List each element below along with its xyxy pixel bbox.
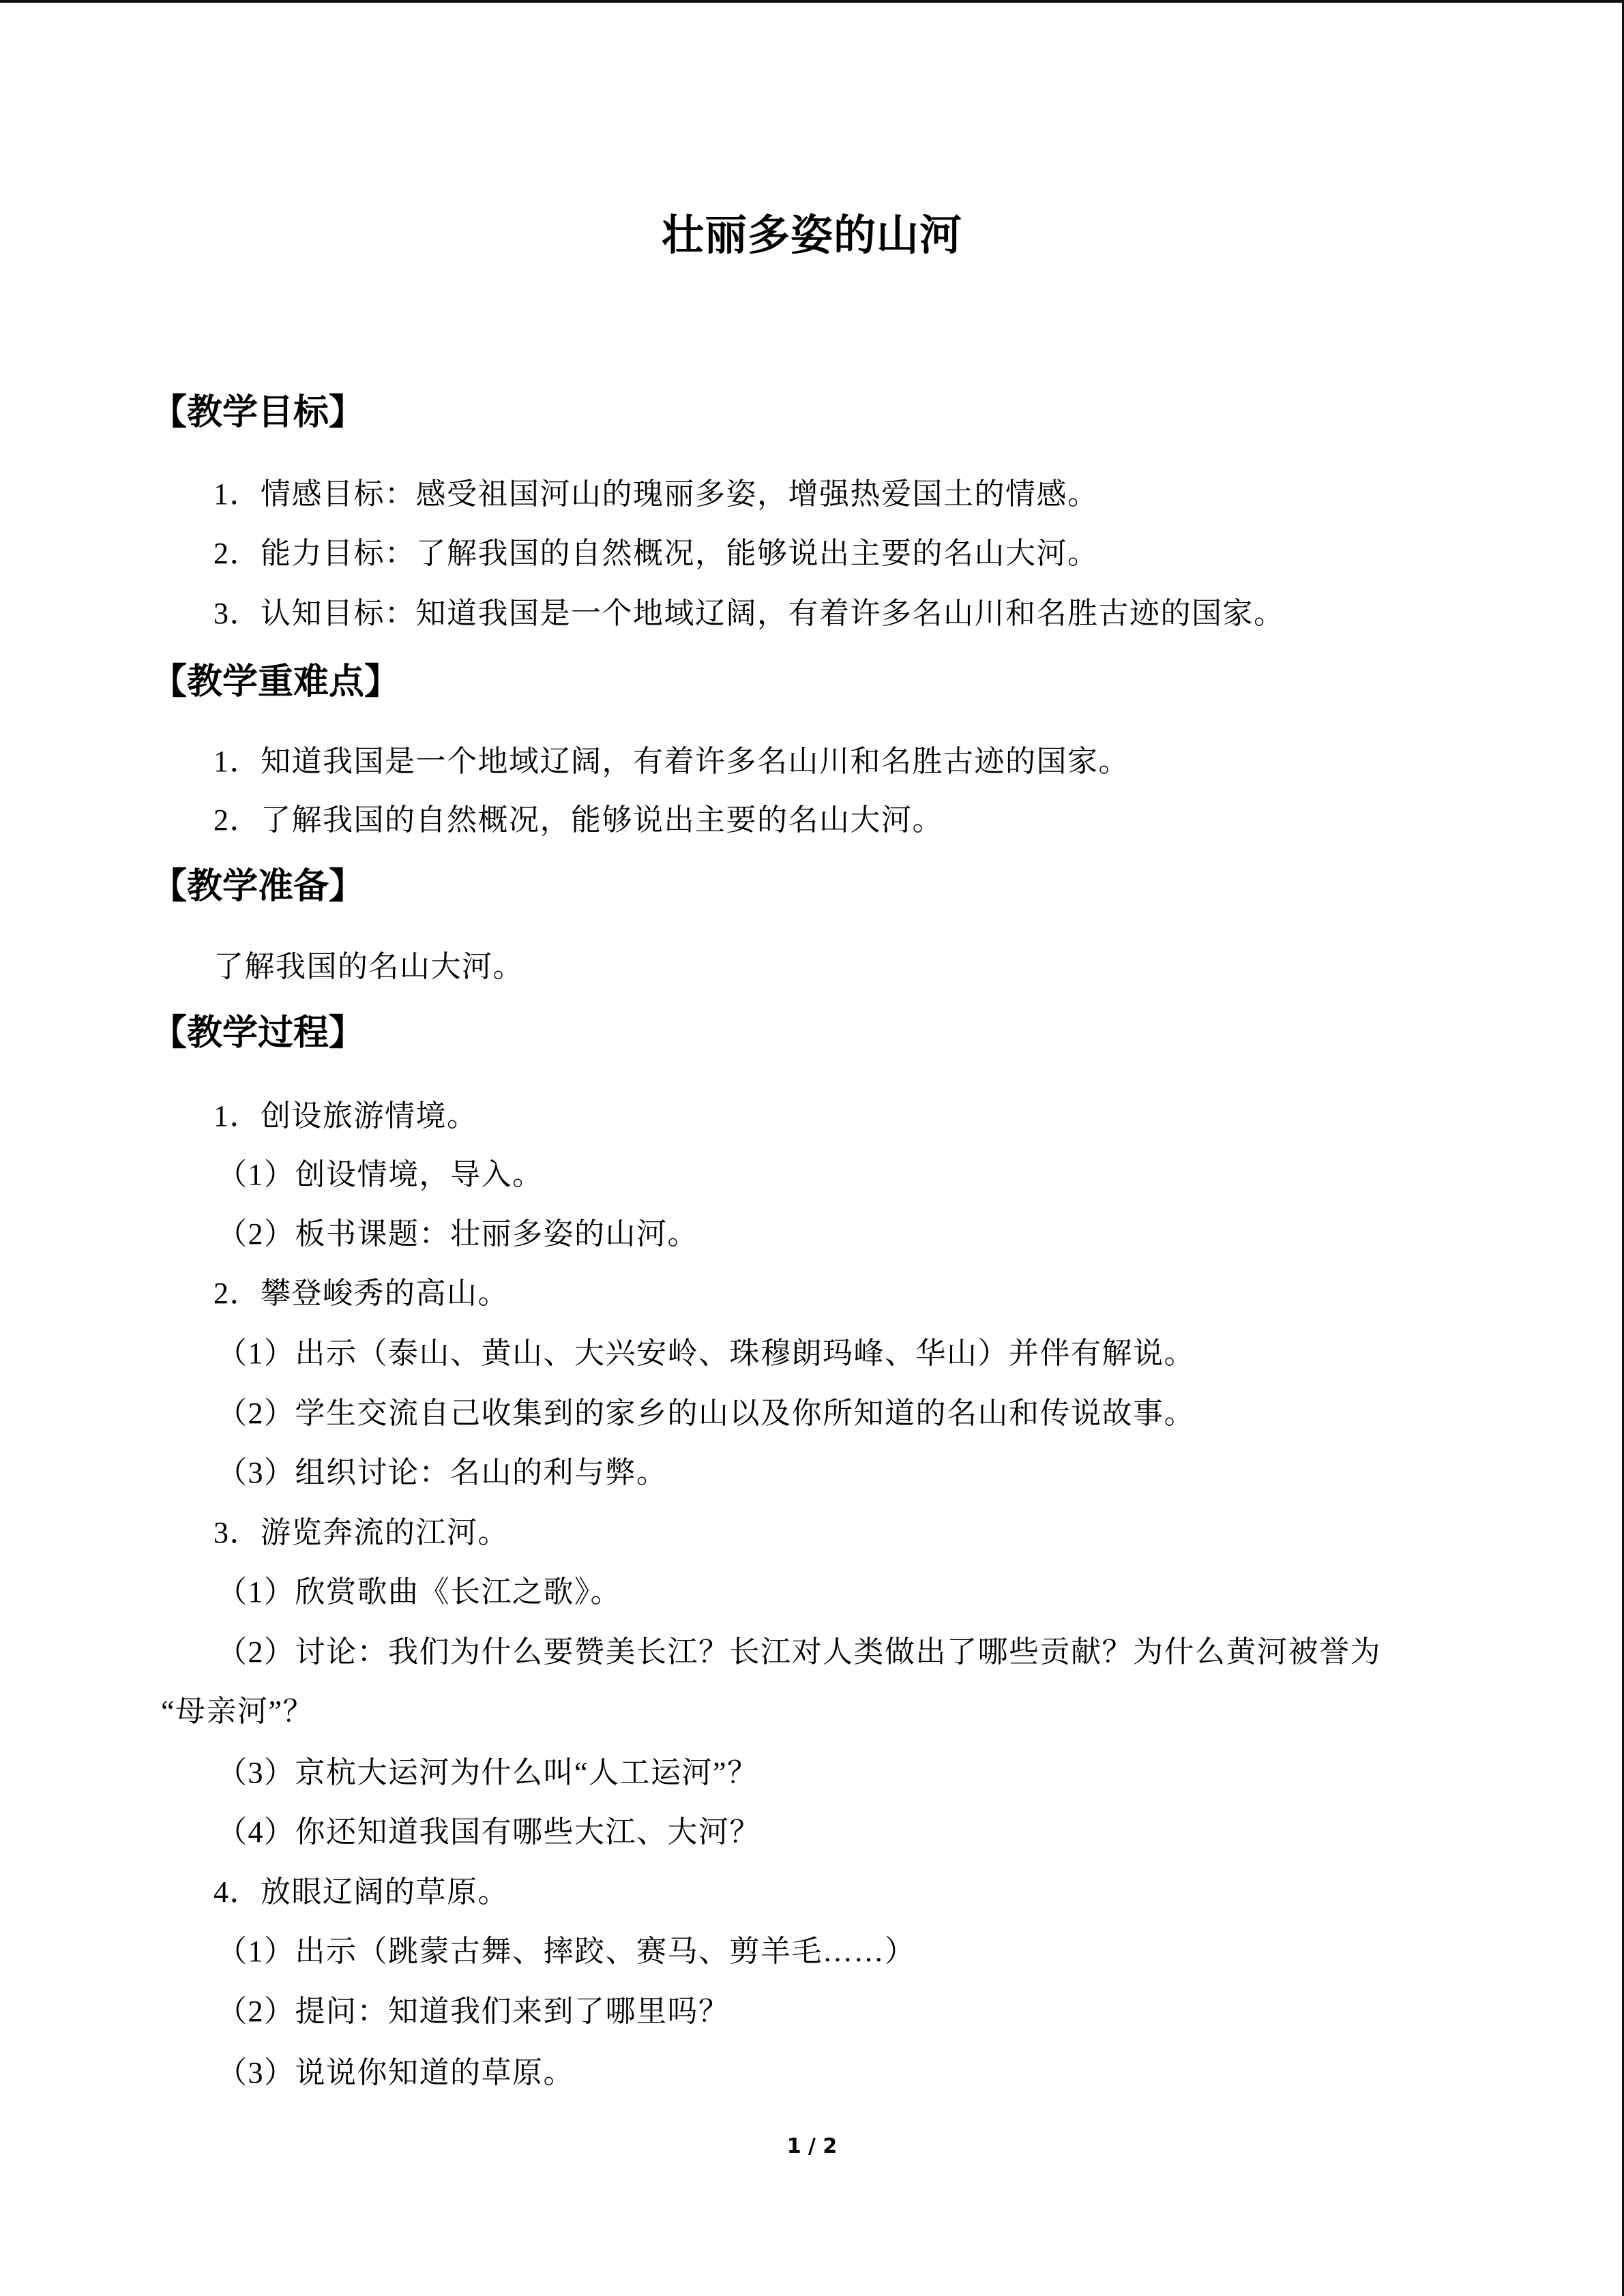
process-substep: （1）出示（泰山、黄山、大兴安岭、珠穆朗玛峰、华山）并伴有解说。: [217, 1337, 1195, 1370]
section-heading-key-points: 【教学重难点】: [151, 661, 400, 702]
process-substep: （3）说说你知道的草原。: [217, 2056, 574, 2089]
page-top-border: [0, 0, 1624, 3]
preparation-item: 了解我国的名山大河。: [213, 950, 524, 983]
objective-item: 3．认知目标：知道我国是一个地域辽阔，有着许多名山川和名胜古迹的国家。: [213, 597, 1285, 630]
process-substep-continuation: “母亲河”？: [161, 1695, 314, 1728]
process-substep: （4）你还知道我国有哪些大江、大河？: [217, 1815, 761, 1849]
process-substep: （2）讨论：我们为什么要赞美长江？长江对人类做出了哪些贡献？为什么黄河被誉为: [217, 1635, 1381, 1669]
process-substep: （1）出示（跳蒙古舞、摔跤、赛马、剪羊毛……）: [217, 1935, 916, 1968]
objective-item: 1．情感目标：感受祖国河山的瑰丽多姿，增强热爱国土的情感。: [213, 477, 1099, 511]
objective-item: 2．能力目标：了解我国的自然概况，能够说出主要的名山大河。: [213, 537, 1099, 570]
key-point-item: 2．了解我国的自然概况，能够说出主要的名山大河。: [213, 803, 943, 837]
document-title: 壮丽多姿的山河: [661, 213, 962, 259]
process-step: 3．游览奔流的江河。: [213, 1516, 509, 1549]
section-heading-process: 【教学过程】: [151, 1013, 365, 1054]
process-substep: （2）学生交流自己收集到的家乡的山以及你所知道的名山和传说故事。: [217, 1397, 1195, 1430]
process-substep: （1）欣赏歌曲《长江之歌》。: [217, 1575, 621, 1609]
process-substep: （1）创设情境，导入。: [217, 1158, 544, 1191]
process-substep: （2）提问：知道我们来到了哪里吗？: [217, 1995, 730, 2028]
process-step: 2．攀登峻秀的高山。: [213, 1277, 509, 1310]
section-heading-preparation: 【教学准备】: [151, 866, 365, 907]
process-substep: （2）板书课题：壮丽多姿的山河。: [217, 1217, 698, 1251]
process-substep: （3）京杭大运河为什么叫“人工运河”？: [217, 1756, 758, 1789]
page-number: 1 / 2: [786, 2134, 838, 2158]
process-substep: （3）组织讨论：名山的利与弊。: [217, 1456, 668, 1489]
process-step: 1．创设旅游情境。: [213, 1099, 478, 1133]
section-heading-objectives: 【教学目标】: [151, 392, 365, 433]
key-point-item: 1．知道我国是一个地域辽阔，有着许多名山川和名胜古迹的国家。: [213, 745, 1130, 778]
process-step: 4．放眼辽阔的草原。: [213, 1875, 509, 1909]
